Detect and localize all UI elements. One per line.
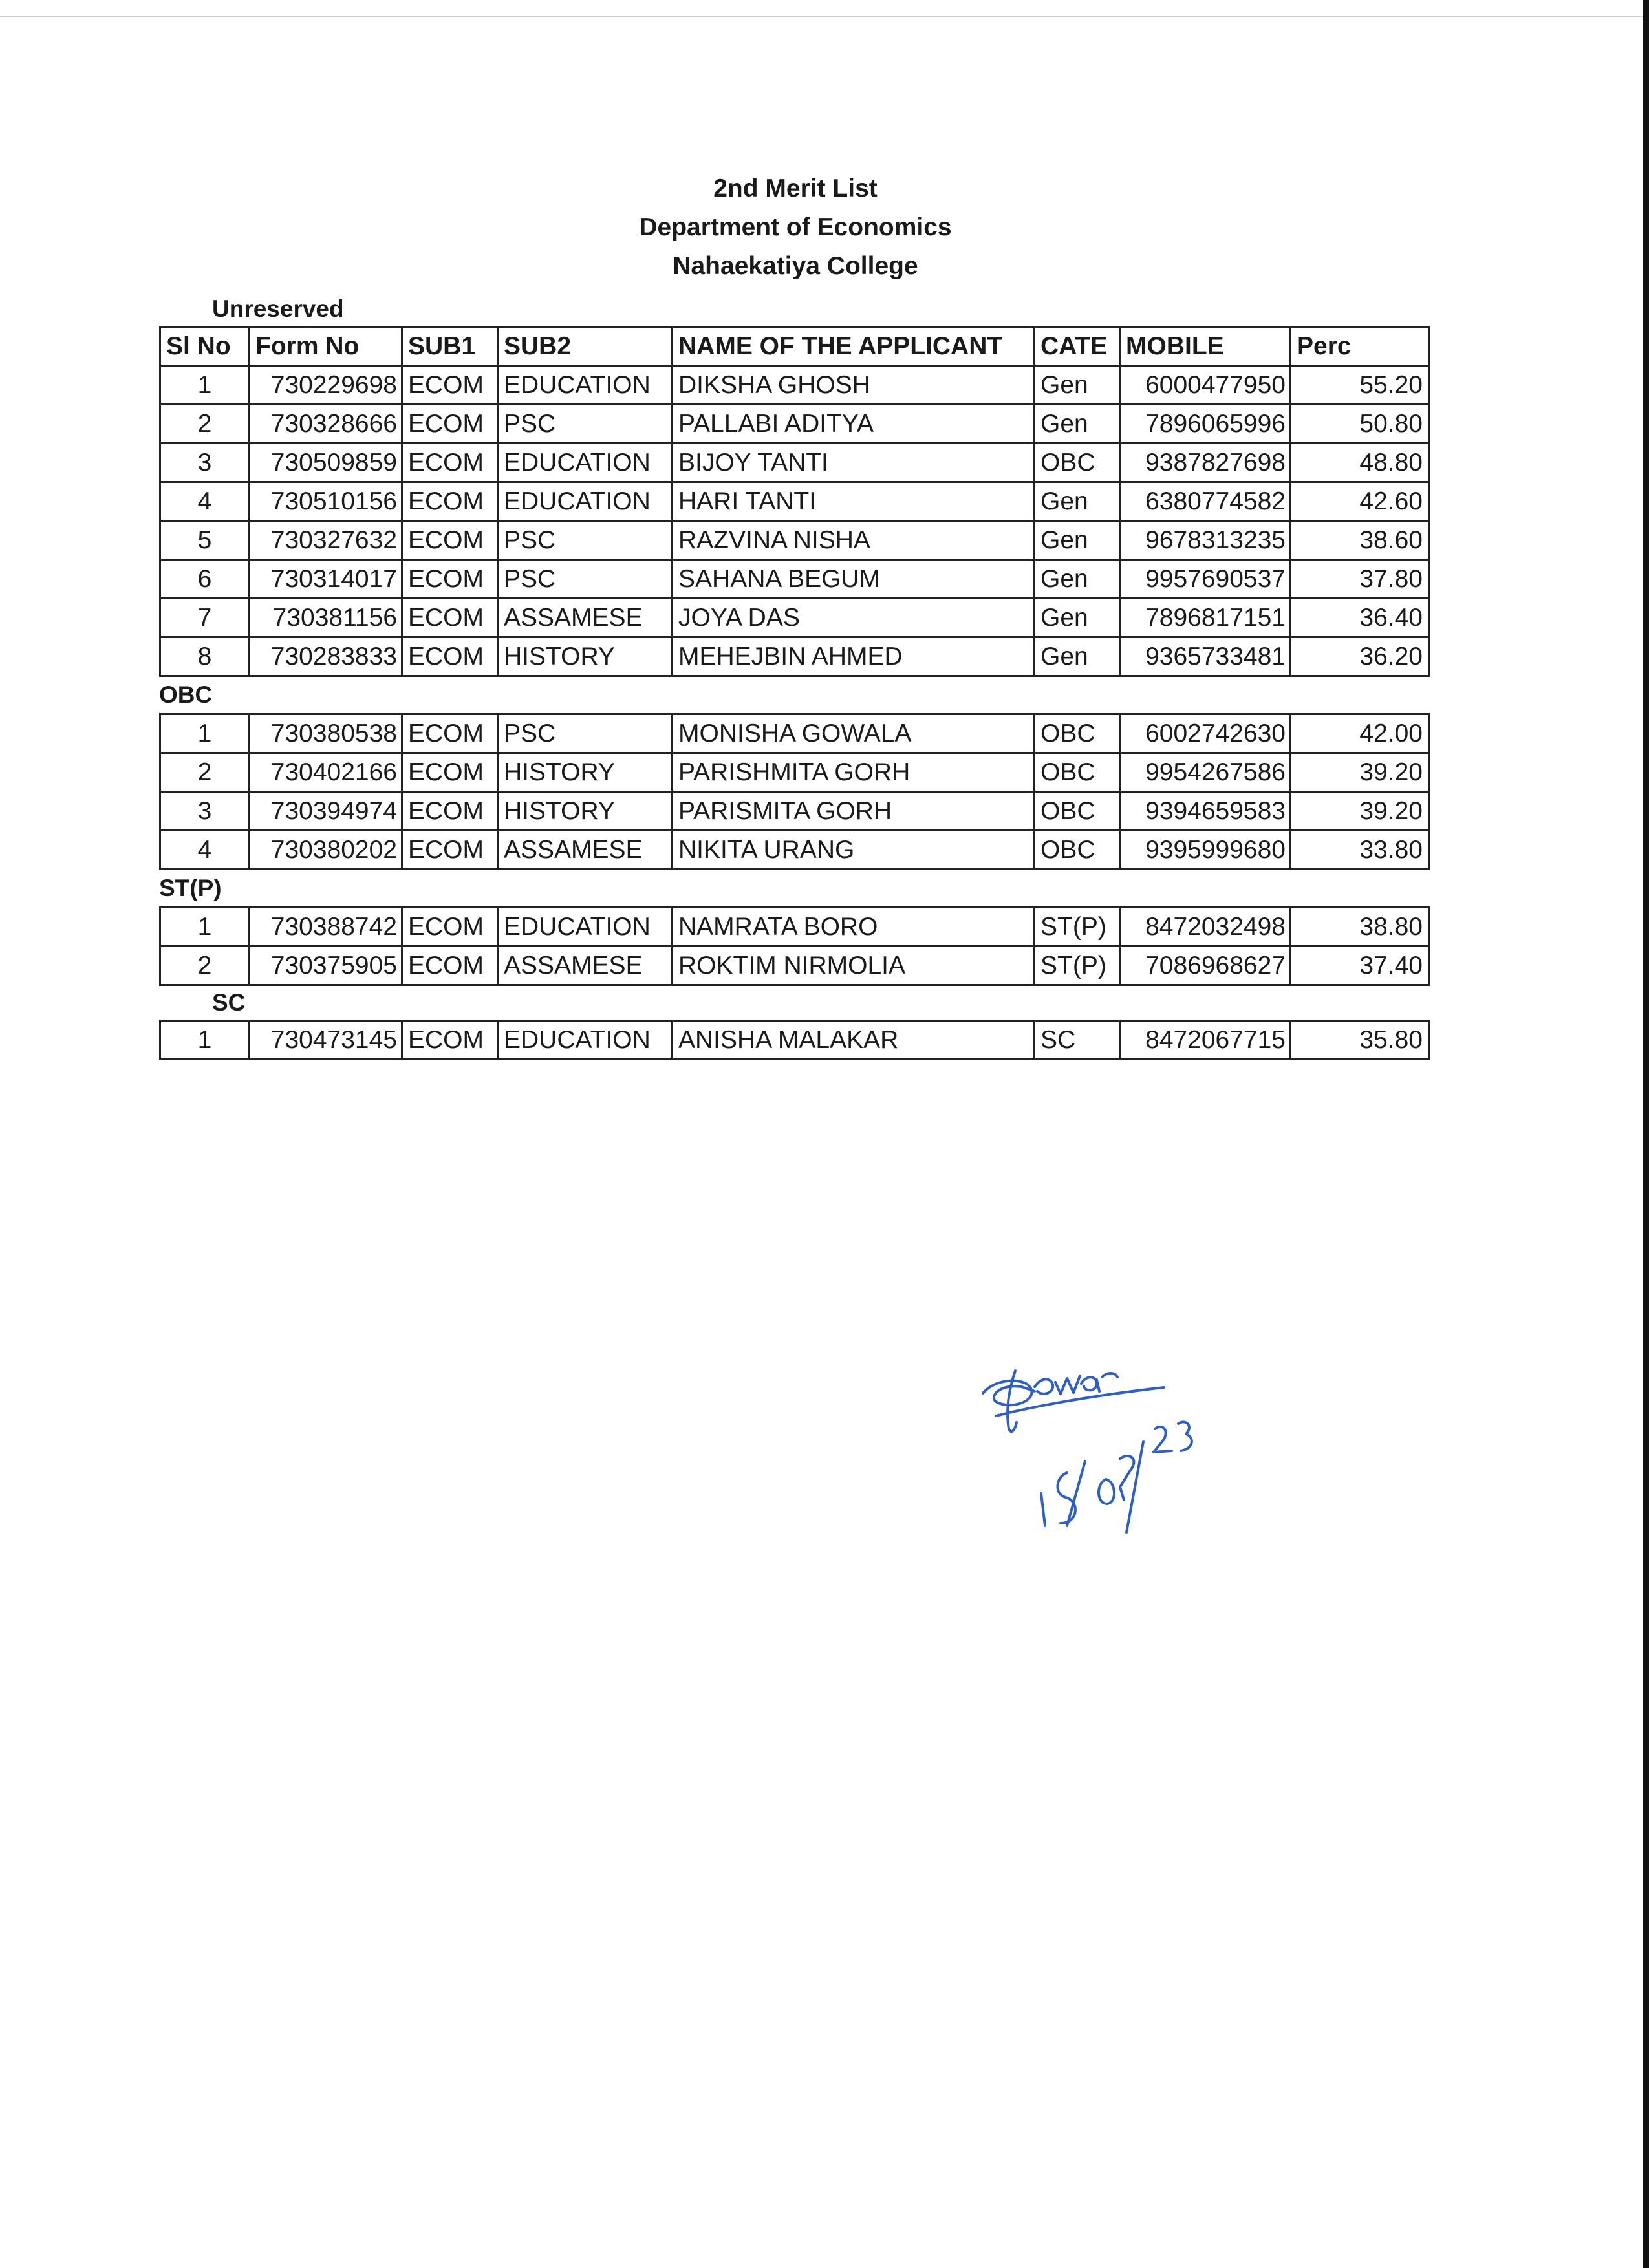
cell-formno: 730328666 bbox=[250, 405, 402, 444]
scan-top-edge bbox=[0, 16, 1649, 17]
cell-sub2: EDUCATION bbox=[498, 1021, 673, 1060]
table-row bbox=[160, 714, 1429, 753]
col-header-slno: Sl No bbox=[160, 327, 250, 366]
cell-applicant-name: RAZVINA NISHA bbox=[673, 521, 1035, 560]
cell-slno: 5 bbox=[160, 521, 250, 560]
cell-slno: 1 bbox=[160, 714, 250, 753]
cell-sub2: PSC bbox=[498, 521, 673, 560]
col-header-mobile: MOBILE bbox=[1120, 327, 1291, 366]
cell-applicant-name: ANISHA MALAKAR bbox=[673, 1021, 1035, 1060]
merit-table-stp bbox=[159, 906, 1430, 986]
table-row bbox=[160, 753, 1429, 792]
cell-percentage: 42.60 bbox=[1291, 482, 1429, 521]
merit-list-sheet bbox=[159, 292, 1428, 1060]
cell-applicant-name: PARISMITA GORH bbox=[673, 792, 1035, 831]
table-row bbox=[160, 599, 1429, 637]
col-header-sub1: SUB1 bbox=[402, 327, 498, 366]
cell-sub2: PSC bbox=[498, 714, 673, 753]
merit-table-obc bbox=[159, 713, 1430, 870]
cell-slno: 2 bbox=[160, 405, 250, 444]
cell-percentage: 37.40 bbox=[1291, 947, 1429, 985]
cell-mobile: 6380774582 bbox=[1120, 482, 1291, 521]
table-row bbox=[160, 637, 1429, 676]
cell-percentage: 36.20 bbox=[1291, 637, 1429, 676]
cell-slno: 2 bbox=[160, 947, 250, 985]
cell-percentage: 33.80 bbox=[1291, 831, 1429, 870]
cell-percentage: 39.20 bbox=[1291, 792, 1429, 831]
cell-sub1: ECOM bbox=[402, 405, 498, 444]
col-header-category: CATE bbox=[1035, 327, 1120, 366]
cell-applicant-name: ROKTIM NIRMOLIA bbox=[673, 947, 1035, 985]
cell-applicant-name: JOYA DAS bbox=[673, 599, 1035, 637]
document-header bbox=[0, 169, 1591, 286]
college-name: Nahaekatiya College bbox=[673, 252, 918, 280]
cell-sub1: ECOM bbox=[402, 444, 498, 482]
cell-slno: 4 bbox=[160, 482, 250, 521]
cell-percentage: 38.80 bbox=[1291, 908, 1429, 947]
cell-category: Gen bbox=[1035, 637, 1120, 676]
table-row bbox=[160, 831, 1429, 870]
cell-applicant-name: NIKITA URANG bbox=[673, 831, 1035, 870]
cell-sub2: ASSAMESE bbox=[498, 947, 673, 985]
cell-mobile: 6000477950 bbox=[1120, 366, 1291, 405]
cell-sub1: ECOM bbox=[402, 482, 498, 521]
cell-formno: 730229698 bbox=[250, 366, 402, 405]
cell-formno: 730381156 bbox=[250, 599, 402, 637]
section-label-obc: OBC bbox=[159, 681, 213, 708]
table-row bbox=[160, 1021, 1429, 1060]
cell-applicant-name: PARISHMITA GORH bbox=[673, 753, 1035, 792]
cell-mobile: 9957690537 bbox=[1120, 560, 1291, 599]
cell-slno: 1 bbox=[160, 908, 250, 947]
cell-category: OBC bbox=[1035, 831, 1120, 870]
cell-formno: 730473145 bbox=[250, 1021, 402, 1060]
merit-table-sc bbox=[159, 1020, 1430, 1060]
cell-mobile: 9365733481 bbox=[1120, 637, 1291, 676]
cell-formno: 730327632 bbox=[250, 521, 402, 560]
cell-formno: 730380538 bbox=[250, 714, 402, 753]
table-row bbox=[160, 366, 1429, 405]
cell-percentage: 39.20 bbox=[1291, 753, 1429, 792]
cell-formno: 730510156 bbox=[250, 482, 402, 521]
cell-formno: 730314017 bbox=[250, 560, 402, 599]
cell-category: Gen bbox=[1035, 482, 1120, 521]
cell-sub2: HISTORY bbox=[498, 792, 673, 831]
cell-percentage: 38.60 bbox=[1291, 521, 1429, 560]
col-header-sub2: SUB2 bbox=[498, 327, 673, 366]
cell-mobile: 7896065996 bbox=[1120, 405, 1291, 444]
cell-mobile: 8472032498 bbox=[1120, 908, 1291, 947]
cell-sub2: EDUCATION bbox=[498, 482, 673, 521]
department-name: Department of Economics bbox=[639, 213, 952, 241]
table-row bbox=[160, 482, 1429, 521]
cell-percentage: 42.00 bbox=[1291, 714, 1429, 753]
cell-applicant-name: MEHEJBIN AHMED bbox=[673, 637, 1035, 676]
cell-category: ST(P) bbox=[1035, 908, 1120, 947]
cell-formno: 730375905 bbox=[250, 947, 402, 985]
cell-slno: 4 bbox=[160, 831, 250, 870]
cell-mobile: 9954267586 bbox=[1120, 753, 1291, 792]
handwritten-signature bbox=[970, 1332, 1255, 1552]
cell-formno: 730388742 bbox=[250, 908, 402, 947]
cell-mobile: 7086968627 bbox=[1120, 947, 1291, 985]
cell-mobile: 9678313235 bbox=[1120, 521, 1291, 560]
cell-formno: 730509859 bbox=[250, 444, 402, 482]
cell-sub2: PSC bbox=[498, 560, 673, 599]
cell-percentage: 50.80 bbox=[1291, 405, 1429, 444]
col-header-percentage: Perc bbox=[1291, 327, 1429, 366]
cell-category: OBC bbox=[1035, 792, 1120, 831]
table-row bbox=[160, 521, 1429, 560]
cell-sub2: EDUCATION bbox=[498, 366, 673, 405]
cell-sub2: PSC bbox=[498, 405, 673, 444]
cell-sub2: ASSAMESE bbox=[498, 831, 673, 870]
cell-slno: 7 bbox=[160, 599, 250, 637]
cell-sub1: ECOM bbox=[402, 908, 498, 947]
cell-slno: 6 bbox=[160, 560, 250, 599]
cell-category: Gen bbox=[1035, 521, 1120, 560]
cell-sub2: EDUCATION bbox=[498, 444, 673, 482]
cell-sub2: ASSAMESE bbox=[498, 599, 673, 637]
cell-sub1: ECOM bbox=[402, 753, 498, 792]
table-row bbox=[160, 444, 1429, 482]
merit-table-unreserved bbox=[159, 326, 1430, 677]
cell-sub1: ECOM bbox=[402, 1021, 498, 1060]
scan-right-edge bbox=[1643, 0, 1649, 2268]
cell-applicant-name: BIJOY TANTI bbox=[673, 444, 1035, 482]
cell-mobile: 9387827698 bbox=[1120, 444, 1291, 482]
col-header-name: NAME OF THE APPLICANT bbox=[673, 327, 1035, 366]
cell-category: Gen bbox=[1035, 366, 1120, 405]
cell-category: Gen bbox=[1035, 560, 1120, 599]
cell-category: Gen bbox=[1035, 599, 1120, 637]
cell-applicant-name: HARI TANTI bbox=[673, 482, 1035, 521]
cell-category: ST(P) bbox=[1035, 947, 1120, 985]
cell-slno: 3 bbox=[160, 792, 250, 831]
cell-sub1: ECOM bbox=[402, 792, 498, 831]
cell-category: OBC bbox=[1035, 444, 1120, 482]
cell-sub2: EDUCATION bbox=[498, 908, 673, 947]
table-row bbox=[160, 792, 1429, 831]
cell-mobile: 8472067715 bbox=[1120, 1021, 1291, 1060]
cell-slno: 1 bbox=[160, 1021, 250, 1060]
cell-sub1: ECOM bbox=[402, 521, 498, 560]
cell-applicant-name: SAHANA BEGUM bbox=[673, 560, 1035, 599]
cell-sub1: ECOM bbox=[402, 714, 498, 753]
cell-formno: 730394974 bbox=[250, 792, 402, 831]
section-label-unreserved: Unreserved bbox=[212, 295, 344, 322]
cell-sub1: ECOM bbox=[402, 599, 498, 637]
cell-sub1: ECOM bbox=[402, 831, 498, 870]
cell-category: OBC bbox=[1035, 753, 1120, 792]
cell-applicant-name: DIKSHA GHOSH bbox=[673, 366, 1035, 405]
cell-mobile: 6002742630 bbox=[1120, 714, 1291, 753]
cell-sub1: ECOM bbox=[402, 947, 498, 985]
cell-sub1: ECOM bbox=[402, 366, 498, 405]
cell-slno: 2 bbox=[160, 753, 250, 792]
table-row bbox=[160, 405, 1429, 444]
cell-applicant-name: NAMRATA BORO bbox=[673, 908, 1035, 947]
table-row bbox=[160, 947, 1429, 985]
cell-sub1: ECOM bbox=[402, 560, 498, 599]
cell-percentage: 37.80 bbox=[1291, 560, 1429, 599]
cell-mobile: 9395999680 bbox=[1120, 831, 1291, 870]
cell-formno: 730402166 bbox=[250, 753, 402, 792]
cell-formno: 730380202 bbox=[250, 831, 402, 870]
table-row bbox=[160, 908, 1429, 947]
cell-category: Gen bbox=[1035, 405, 1120, 444]
cell-mobile: 9394659583 bbox=[1120, 792, 1291, 831]
cell-formno: 730283833 bbox=[250, 637, 402, 676]
cell-sub2: HISTORY bbox=[498, 637, 673, 676]
cell-slno: 1 bbox=[160, 366, 250, 405]
cell-sub1: ECOM bbox=[402, 637, 498, 676]
merit-list-title: 2nd Merit List bbox=[713, 175, 878, 202]
cell-percentage: 48.80 bbox=[1291, 444, 1429, 482]
col-header-formno: Form No bbox=[250, 327, 402, 366]
table-header-row bbox=[160, 327, 1429, 366]
cell-percentage: 55.20 bbox=[1291, 366, 1429, 405]
cell-mobile: 7896817151 bbox=[1120, 599, 1291, 637]
cell-category: OBC bbox=[1035, 714, 1120, 753]
section-label-stp: ST(P) bbox=[159, 875, 222, 901]
cell-applicant-name: MONISHA GOWALA bbox=[673, 714, 1035, 753]
cell-sub2: HISTORY bbox=[498, 753, 673, 792]
section-label-sc: SC bbox=[212, 989, 246, 1016]
cell-category: SC bbox=[1035, 1021, 1120, 1060]
cell-slno: 8 bbox=[160, 637, 250, 676]
cell-applicant-name: PALLABI ADITYA bbox=[673, 405, 1035, 444]
cell-percentage: 35.80 bbox=[1291, 1021, 1429, 1060]
table-row bbox=[160, 560, 1429, 599]
cell-percentage: 36.40 bbox=[1291, 599, 1429, 637]
cell-slno: 3 bbox=[160, 444, 250, 482]
